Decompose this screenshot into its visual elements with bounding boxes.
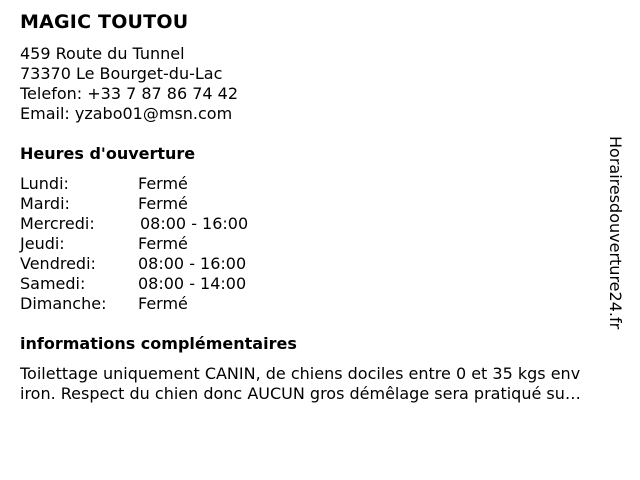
day-label: Jeudi: <box>20 234 65 253</box>
day-label: Mardi: <box>20 194 70 213</box>
city-address: 73370 Le Bourget-du-Lac <box>20 64 223 83</box>
day-label: Mercredi: <box>20 214 95 233</box>
info-description <box>20 364 630 404</box>
day-label: Dimanche: <box>20 294 107 313</box>
time-value: 08:00 - 16:00 <box>140 214 249 233</box>
info-line: iron. Respect du chien donc AUCUN gros démêlage sera pratiqué su… <box>20 384 581 403</box>
time-value: 08:00 - 14:00 <box>138 274 247 293</box>
hours-row-sunday <box>20 294 632 314</box>
business-card <box>20 10 632 404</box>
hours-row-thursday <box>20 234 632 254</box>
day-label: Samedi: <box>20 274 86 293</box>
hours-row-friday <box>20 254 632 274</box>
hours-row-tuesday <box>20 194 632 214</box>
phone-number: Telefon: +33 7 87 86 74 42 <box>20 84 239 103</box>
time-value: Fermé <box>138 234 188 253</box>
hours-row-wednesday <box>20 214 632 234</box>
info-heading: informations complémentaires <box>20 334 297 353</box>
hours-heading: Heures d'ouverture <box>20 144 196 163</box>
contact-block <box>20 44 632 124</box>
business-name: MAGIC TOUTOU <box>20 11 189 33</box>
time-value: Fermé <box>138 174 188 193</box>
hours-table <box>20 174 632 314</box>
site-watermark: Horairesdouverture24.fr <box>606 136 625 330</box>
hours-row-monday <box>20 174 632 194</box>
time-value: Fermé <box>138 194 188 213</box>
info-line: Toilettage uniquement CANIN, de chiens dociles entre 0 et 35 kgs env <box>20 364 581 383</box>
email-address: Email: yzabo01@msn.com <box>20 104 233 123</box>
street-address: 459 Route du Tunnel <box>20 44 185 63</box>
day-label: Lundi: <box>20 174 69 193</box>
time-value: Fermé <box>138 294 188 313</box>
hours-row-saturday <box>20 274 632 294</box>
time-value: 08:00 - 16:00 <box>138 254 247 273</box>
day-label: Vendredi: <box>20 254 96 273</box>
